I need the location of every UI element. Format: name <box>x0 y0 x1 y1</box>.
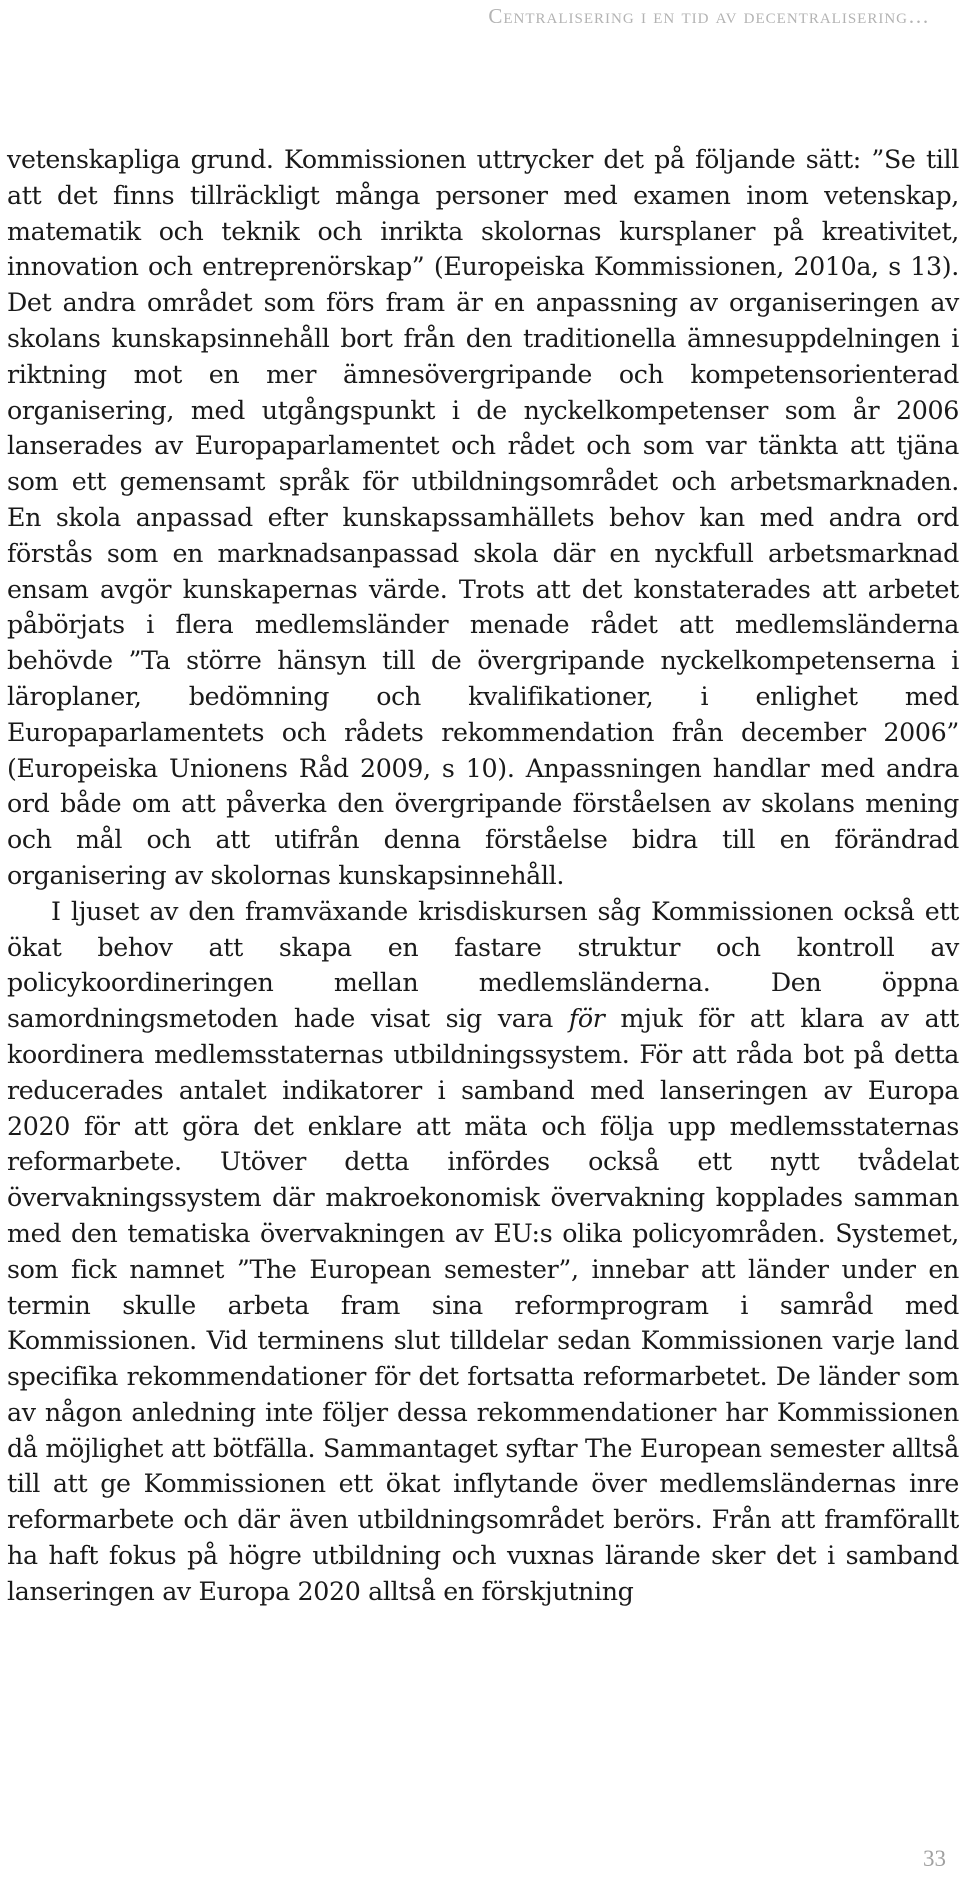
paragraph-2 <box>7 894 959 1610</box>
page-number: 33 <box>923 1846 946 1871</box>
running-header: Centralisering i en tid av decentralisering… <box>488 4 930 28</box>
paragraph-1-text: vetenskapliga grund. Kommissionen uttrycker det på följande sätt: ”Se till att det finns tillräckligt många personer med examen inom vetenskap, matematik och teknik och inrikta skolornas kursplaner på kreativitet, innovation och entreprenörskap” (Europeiska Kommissionen, 2010a, s 13). Det andra området som förs fram är en anpassning av organiseringen av skolans kunskapsinnehåll bort från den traditionella ämnesuppdelningen i riktning mot en mer ämnesövergripande och kompetensorienterad organisering, med utgångspunkt i de nyckelkompetenser som år 2006 lanserades av Europaparlamentet och rådet och som var tänkta att tjäna som ett gemensamt språk för utbildningsområdet och arbetsmarknaden. En skola anpassad efter kunskapssamhällets behov kan med andra ord förstås som en marknadsanpassad skola där en nyckfull arbetsmarknad ensam avgör kunskapernas värde. Trots att det konstaterades att arbetet påbörjats i flera medlemsländer menade rådet att medlemsländerna behövde ”Ta större hänsyn till de övergripande nyckelkompetenserna i läroplaner, bedömning och kvalifikationer, i enlighet med Europaparlamentets och rådets rekommendation från december 2006” (Europeiska Unionens Råd 2009, s 10). Anpassningen handlar med andra ord både om att påverka den övergripande förståelsen av skolans mening och mål och att utifrån denna förståelse bidra till en förändrad organisering av skolornas kunskapsinnehåll. <box>7 145 959 890</box>
body-text <box>7 142 959 1610</box>
paragraph-2-text-start: I ljuset av den framväxande krisdiskursen såg Kommissionen också ett ökat behov att skapa en fastare struktur och kontroll av policykoordineringen mellan medlemsländerna. Den öppna samordningsmetoden hade visat sig vara <box>7 896 959 1034</box>
emphasis-word: för <box>568 1004 605 1034</box>
paragraph-1 <box>7 142 959 894</box>
paragraph-2-text-end: mjuk för att klara av att koordinera medlemsstaternas utbildningssystem. För att råda bot på detta reducerades antalet indikatorer i samband med lanseringen av Europa 2020 för att göra det enklare att mäta och följa upp medlemsstaternas reformarbete. Utöver detta infördes också ett nytt tvådelat övervakningssystem där makroekonomisk övervakning kopplades samman med den tematiska övervakningen av EU:s olika policyområden. Systemet, som fick namnet ”The European semester”, innebar att länder under en termin skulle arbeta fram sina reformprogram i samråd med Kommissionen. Vid terminens slut tilldelar sedan Kommissionen varje land specifika rekommendationer för det fortsatta reformarbetet. De länder som av någon anledning inte följer dessa rekommendationer har Kommissionen då möjlighet att bötfälla. Sammantaget syftar The European semester alltså till att ge Kommissionen ett ökat inflytande över medlemsländernas inre reformarbete och där även utbildningsområdet berörs. Från att framförallt ha haft fokus på högre utbildning och vuxnas lärande sker det i samband lanseringen av Europa 2020 alltså en förskjutning <box>7 1004 959 1606</box>
